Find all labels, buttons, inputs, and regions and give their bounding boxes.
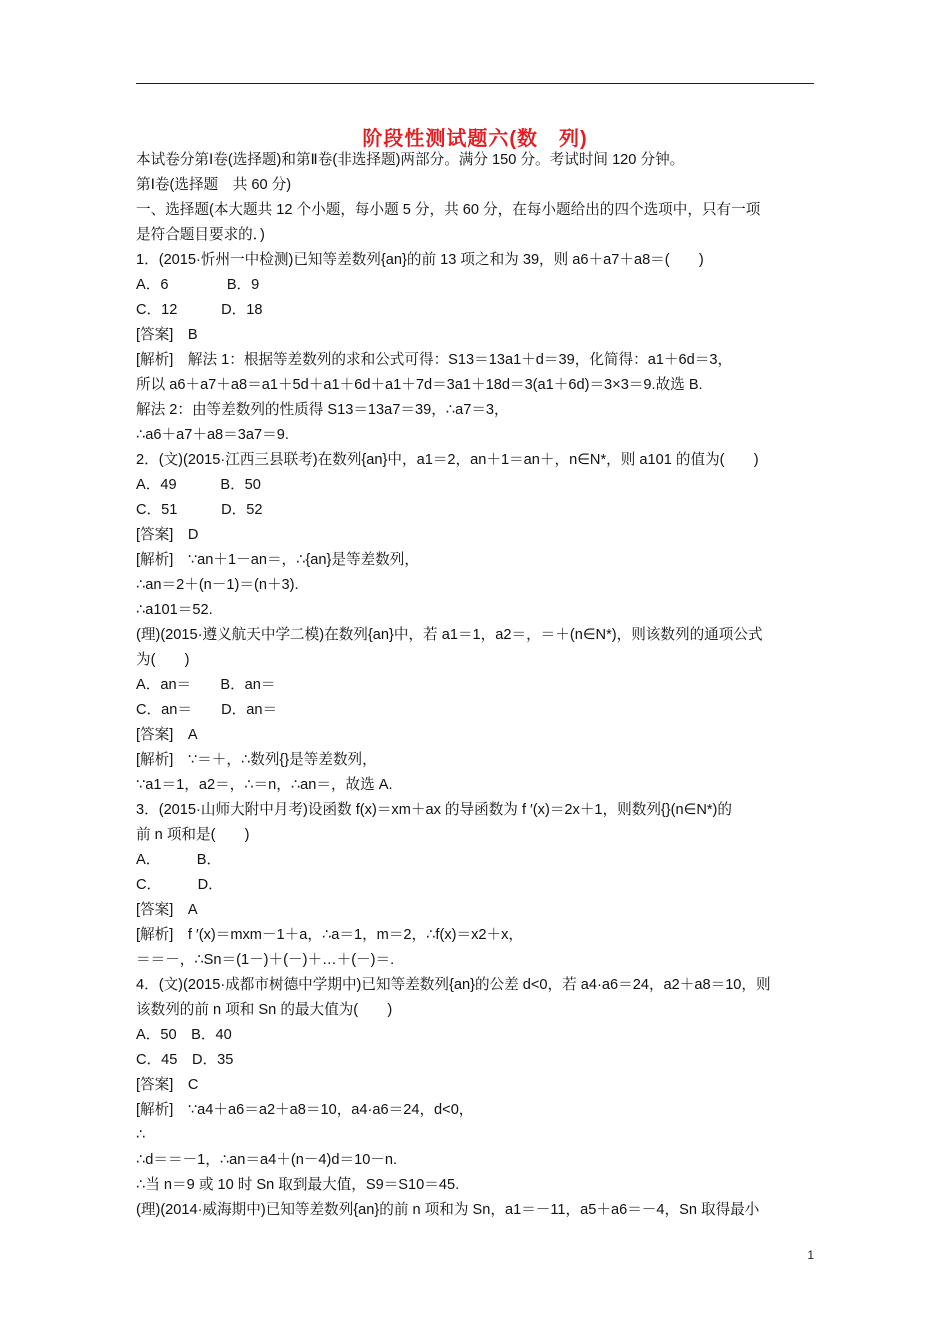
page-number: 1 <box>807 1248 814 1262</box>
text-line: 是符合题目要求的．) <box>136 227 265 243</box>
text-line: [答案] C <box>136 1077 199 1093</box>
text-line: 本试卷分第Ⅰ卷(选择题)和第Ⅱ卷(非选择题)两部分。满分 150 分。考试时间 120 分钟。 <box>136 152 685 168</box>
text-line: A．49 B．50 <box>136 477 261 493</box>
text-line: C．12 D．18 <box>136 302 263 318</box>
text-line: 所以 a6＋a7＋a8＝a1＋5d＋a1＋6d＋a1＋7d＝3a1＋18d＝3(a1＋6d)＝3×3＝9.故选 B. <box>136 377 703 393</box>
text-line: 3．(2015·山师大附中月考)设函数 f(x)＝xm＋ax 的导函数为 f ′(x)＝2x＋1，则数列{}(n∈N*)的 <box>136 802 733 818</box>
text-line: ∴a6＋a7＋a8＝3a7＝9. <box>136 427 289 443</box>
text-line: [解析] ∵an＋1－an＝，∴{an}是等差数列， <box>136 552 419 568</box>
document-body <box>136 148 814 1223</box>
text-line: [解析] 解法 1：根据等差数列的求和公式可得：S13＝13a1＋d＝39，化简得：a1＋6d＝3， <box>136 352 733 368</box>
text-line: (理)(2015·遵义航天中学二模)在数列{an}中，若 a1＝1，a2＝，＝＋(n∈N*)，则该数列的通项公式 <box>136 627 763 643</box>
text-line: 一、选择题(本大题共 12 个小题，每小题 5 分，共 60 分，在每小题给出的四个选项中，只有一项 <box>136 202 761 218</box>
text-line: [答案] B <box>136 327 198 343</box>
text-line: A． B． <box>136 852 222 868</box>
text-line: C．45 D．35 <box>136 1052 234 1068</box>
text-line: ∵a1＝1，a2＝，∴＝n，∴an＝，故选 A. <box>136 777 393 793</box>
text-line: C．51 D．52 <box>136 502 263 518</box>
text-line: 解法 2：由等差数列的性质得 S13＝13a7＝39，∴a7＝3， <box>136 402 509 418</box>
header-rule <box>136 83 814 84</box>
document-title: 阶段性测试题六(数 列) <box>362 128 588 150</box>
text-line: ∴ <box>136 1127 146 1143</box>
text-line: 4．(文)(2015·成都市树德中学期中)已知等差数列{an}的公差 d<0，若 a4·a6＝24，a2＋a8＝10，则 <box>136 977 771 993</box>
text-line: 为( ) <box>136 652 190 668</box>
text-line: A．50 B．40 <box>136 1027 232 1043</box>
text-line: [解析] ∵a4＋a6＝a2＋a8＝10，a4·a6＝24，d<0， <box>136 1102 474 1118</box>
text-line: ＝＝－，∴Sn＝(1－)＋(－)＋…＋(－)＝. <box>136 952 395 968</box>
text-line: ∴当 n＝9 或 10 时 Sn 取到最大值，S9＝S10＝45. <box>136 1177 460 1193</box>
text-line: 该数列的前 n 项和 Sn 的最大值为( ) <box>136 1002 393 1018</box>
text-line: [解析] f ′(x)＝mxm－1＋a，∴a＝1，m＝2，∴f(x)＝x2＋x， <box>136 927 523 943</box>
text-line: C． D． <box>136 877 223 893</box>
text-line: [答案] A <box>136 902 198 918</box>
text-line: [答案] A <box>136 727 198 743</box>
text-line: ∴a101＝52. <box>136 602 213 618</box>
text-line: C．an＝ D．an＝ <box>136 702 278 718</box>
text-line: 前 n 项和是( ) <box>136 827 250 843</box>
text-line: [答案] D <box>136 527 199 543</box>
text-line: (理)(2014·威海期中)已知等差数列{an}的前 n 项和为 Sn，a1＝－11，a5＋a6＝－4，Sn 取得最小 <box>136 1202 760 1218</box>
text-line: [解析] ∵＝＋，∴数列{}是等差数列， <box>136 752 377 768</box>
text-line: A．an＝ B．an＝ <box>136 677 276 693</box>
text-line: ∴d＝＝－1，∴an＝a4＋(n－4)d＝10－n. <box>136 1152 398 1168</box>
text-line: A．6 B．9 <box>136 277 260 293</box>
text-line: 第Ⅰ卷(选择题 共 60 分) <box>136 177 292 193</box>
text-line: ∴an＝2＋(n－1)＝(n＋3). <box>136 577 299 593</box>
text-line: 2．(文)(2015·江西三县联考)在数列{an}中，a1＝2，an＋1＝an＋，n∈N*，则 a101 的值为( ) <box>136 452 759 468</box>
text-line: 1．(2015·忻州一中检测)已知等差数列{an}的前 13 项之和为 39，则 a6＋a7＋a8＝( ) <box>136 252 704 268</box>
